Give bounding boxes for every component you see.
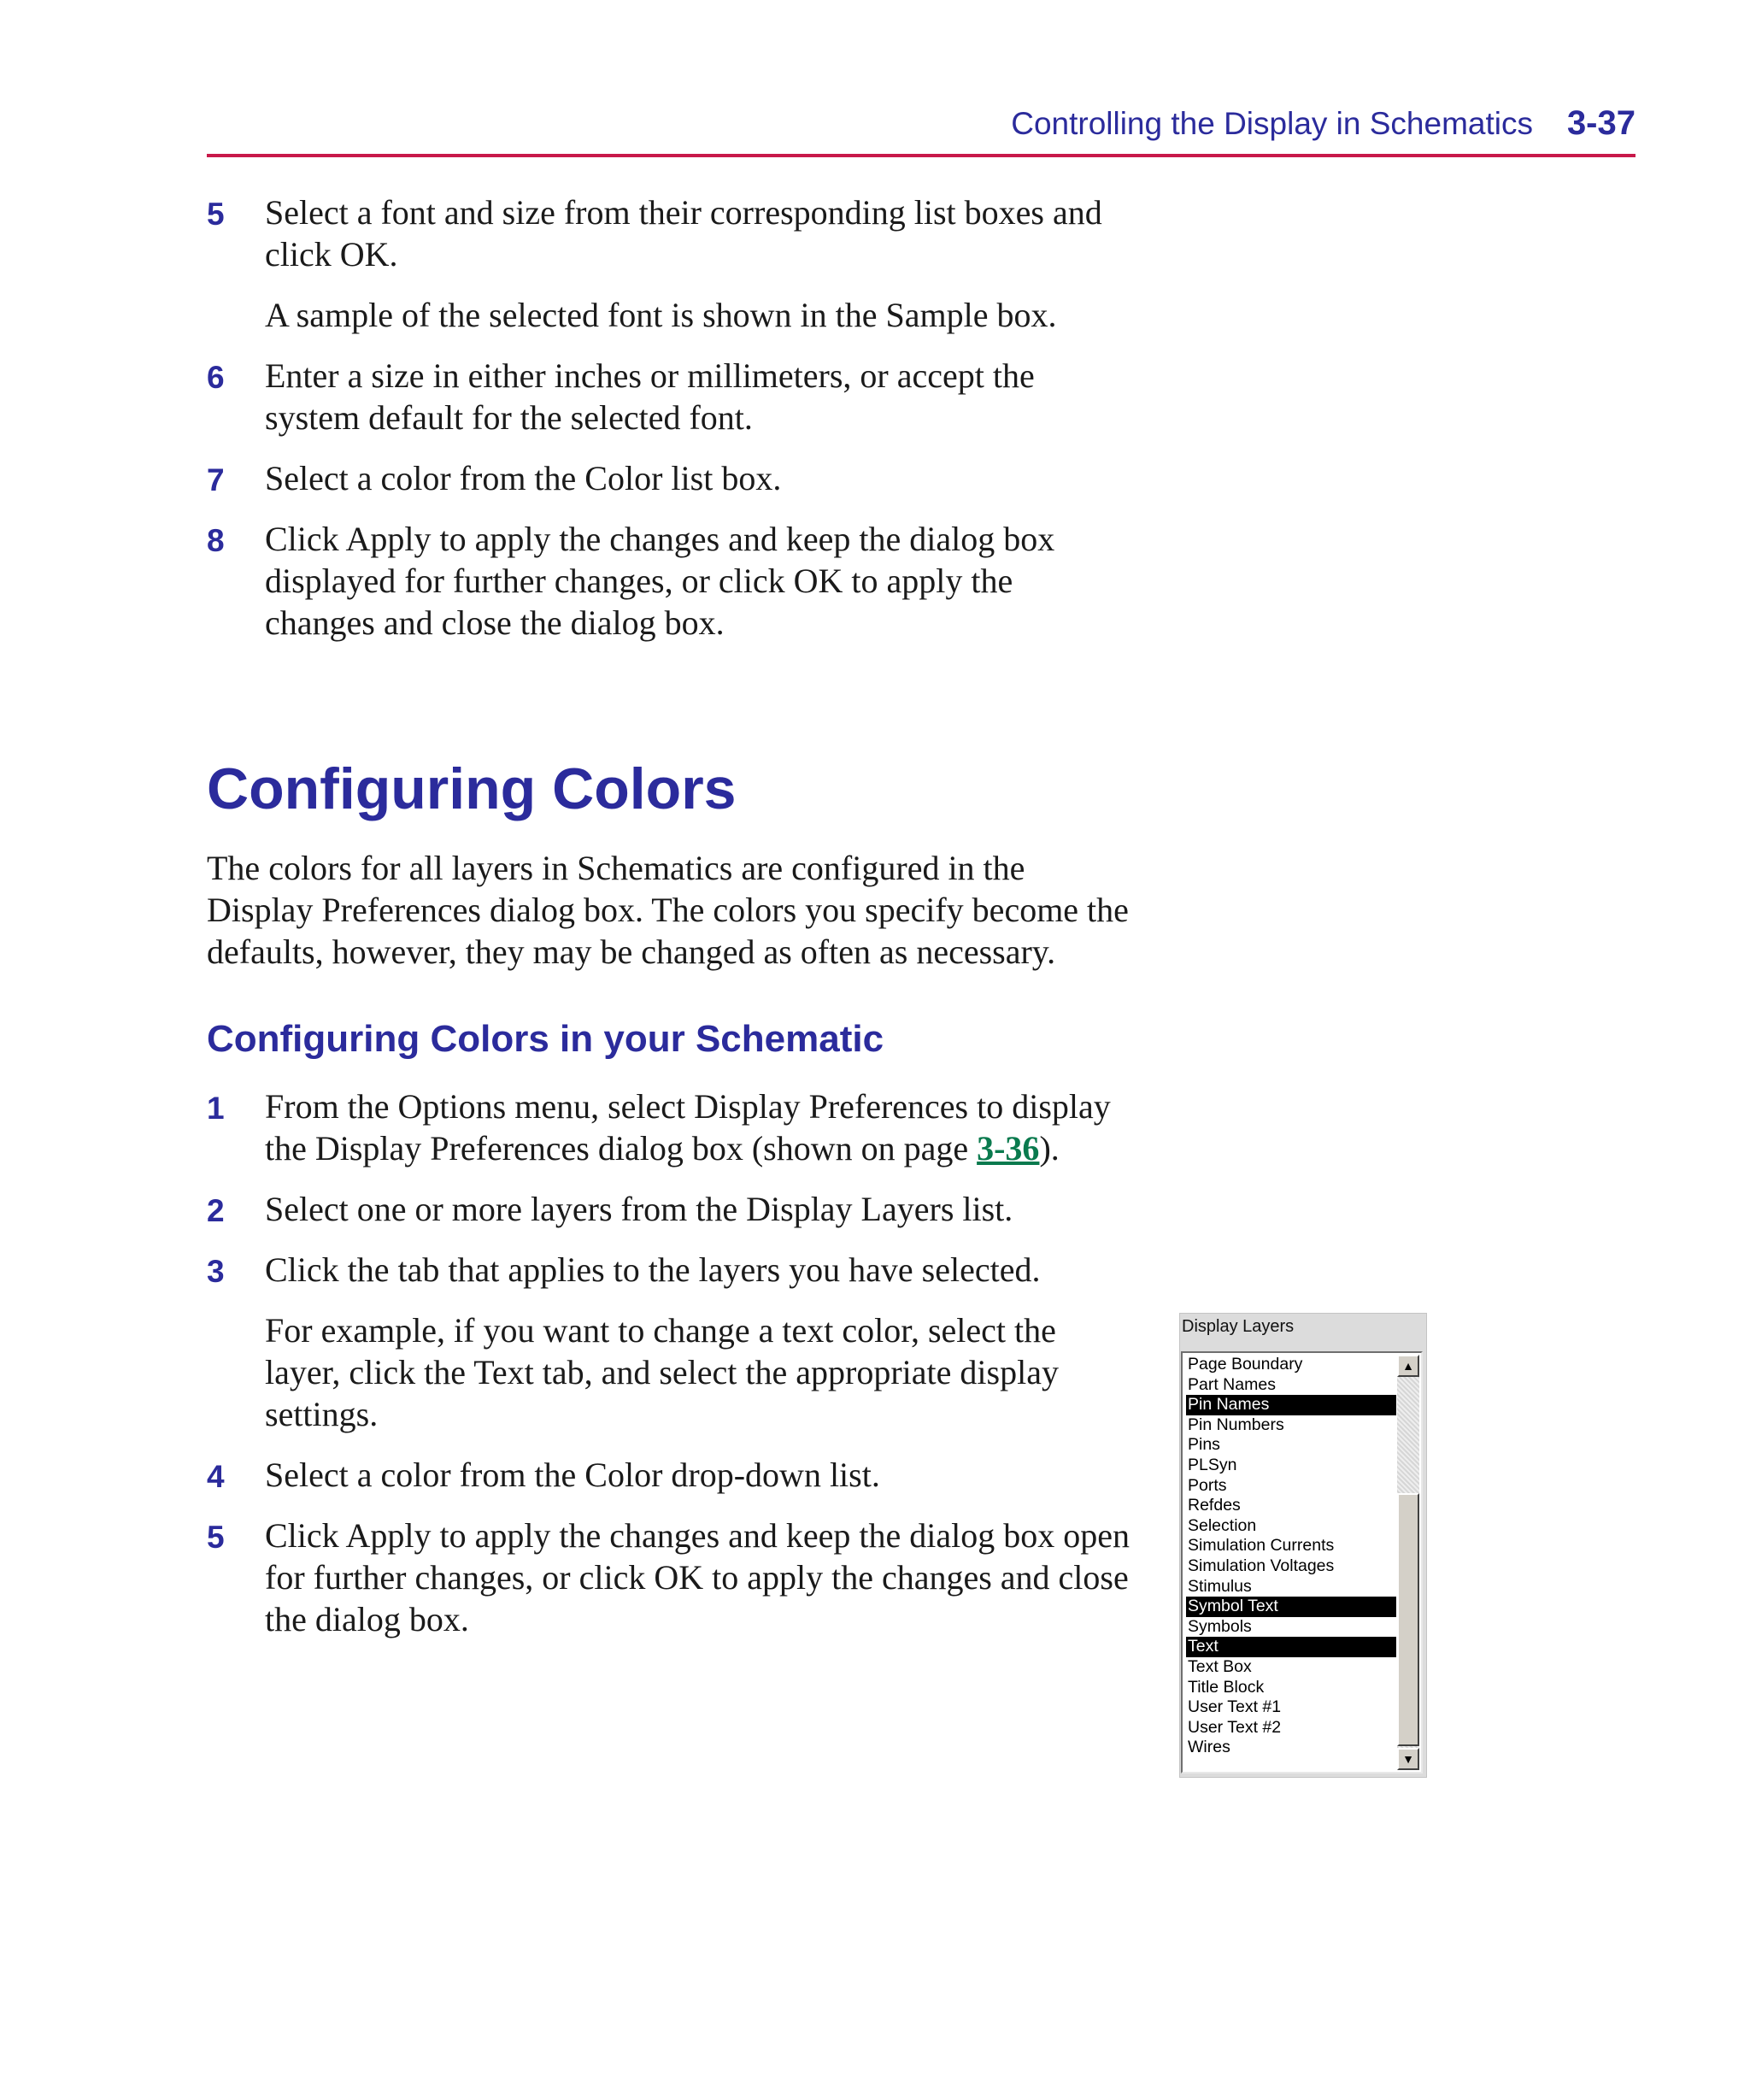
step-number: 3 (207, 1254, 225, 1289)
page-number: 3-37 (1566, 104, 1635, 142)
step-number: 5 (207, 1520, 225, 1555)
layer-list-item[interactable]: Text Box (1188, 1656, 1252, 1676)
step-item (207, 355, 1130, 438)
step-item (207, 1188, 1130, 1230)
page-header (207, 103, 1635, 157)
arrow-up-icon: ▲ (1402, 1359, 1414, 1373)
step-item (207, 1249, 1130, 1291)
scroll-down-button[interactable] (1397, 1748, 1419, 1770)
display-layers-title: Display Layers (1182, 1317, 1295, 1336)
subsection-title: Configuring Colors in your Schematic (207, 1018, 884, 1060)
layer-list-item[interactable]: Simulation Currents (1188, 1536, 1335, 1556)
layer-list-item[interactable]: Refdes (1188, 1496, 1241, 1515)
display-layers-panel (1179, 1313, 1427, 1778)
layer-list-item[interactable]: User Text #2 (1188, 1717, 1282, 1737)
step-item (207, 518, 1130, 644)
layer-list-item[interactable]: Part Names (1188, 1374, 1276, 1394)
step-number: 5 (207, 197, 225, 232)
step-item (207, 191, 1130, 275)
main-content (207, 191, 1130, 1659)
step-text-end: ). (1039, 1129, 1060, 1168)
step-text: Enter a size in either inches or millimeters, or accept the system default for the selected font. (265, 356, 1035, 437)
step-item (207, 1454, 1130, 1496)
layer-list-item[interactable]: Page Boundary (1188, 1355, 1303, 1374)
list-scrollbar[interactable] (1397, 1355, 1419, 1770)
layer-list (1186, 1355, 1396, 1758)
layer-list-item[interactable]: Simulation Voltages (1188, 1556, 1335, 1575)
step-number: 1 (207, 1091, 225, 1126)
layer-list-item[interactable]: Text (1186, 1637, 1396, 1657)
scroll-thumb[interactable] (1397, 1493, 1419, 1746)
step-text: Click Apply to apply the changes and keep the dialog box open for further changes, or click OK to apply the changes and close the dialog box. (265, 1516, 1130, 1638)
layer-list-item[interactable]: Pin Names (1186, 1395, 1396, 1415)
step-text: Select a font and size from their corresponding list boxes and click OK. (265, 193, 1102, 274)
layer-list-item[interactable]: Wires (1188, 1738, 1230, 1757)
scroll-up-button[interactable] (1397, 1355, 1419, 1377)
step-number: 8 (207, 523, 225, 558)
layer-list-item[interactable]: Stimulus (1188, 1576, 1252, 1596)
page-link[interactable]: 3-36 (977, 1129, 1040, 1168)
layer-list-item[interactable]: Symbol Text (1186, 1597, 1396, 1617)
step-text: From the Options menu, select Display Preferences to display the Display Preferences dialog box (shown on page (265, 1087, 1111, 1168)
section-intro: The colors for all layers in Schematics are configured in the Display Preferences dialog box. The colors you specify become the defaults, however, they may be changed as often as necessary. (207, 849, 1129, 971)
step-text: Select a color from the Color list box. (265, 459, 782, 497)
layer-list-item[interactable]: Pins (1188, 1435, 1220, 1455)
step-item (207, 457, 1130, 499)
step-number: 7 (207, 462, 225, 497)
step-text: Click Apply to apply the changes and keep the dialog box displayed for further changes, or click OK to apply the changes and close the dialog box. (265, 520, 1055, 642)
step-note: For example, if you want to change a text color, select the layer, click the Text tab, and select the appropriate display settings. (265, 1311, 1059, 1433)
arrow-down-icon: ▼ (1402, 1752, 1414, 1766)
step-number: 6 (207, 360, 225, 395)
step-note: A sample of the selected font is shown in the Sample box. (265, 296, 1057, 334)
step-item (207, 1085, 1130, 1169)
layer-list-item[interactable]: Symbols (1188, 1616, 1252, 1636)
layer-list-item[interactable]: Title Block (1188, 1677, 1265, 1697)
layer-list-item[interactable]: Ports (1188, 1475, 1227, 1495)
display-layers-listbox[interactable] (1181, 1351, 1423, 1774)
section-title: Configuring Colors (207, 756, 737, 821)
step-item (207, 1515, 1130, 1640)
step-text: Select a color from the Color drop-down list. (265, 1456, 880, 1494)
step-text: Click the tab that applies to the layers you have selected. (265, 1250, 1041, 1289)
step-number: 2 (207, 1193, 225, 1228)
layer-list-item[interactable]: Selection (1188, 1515, 1257, 1535)
header-title: Controlling the Display in Schematics (1011, 106, 1533, 141)
layer-list-item[interactable]: User Text #1 (1188, 1697, 1282, 1717)
step-text: Select one or more layers from the Display Layers list. (265, 1190, 1013, 1228)
step-number: 4 (207, 1459, 225, 1494)
layer-list-item[interactable]: PLSyn (1188, 1455, 1237, 1474)
layer-list-item[interactable]: Pin Numbers (1188, 1415, 1284, 1434)
